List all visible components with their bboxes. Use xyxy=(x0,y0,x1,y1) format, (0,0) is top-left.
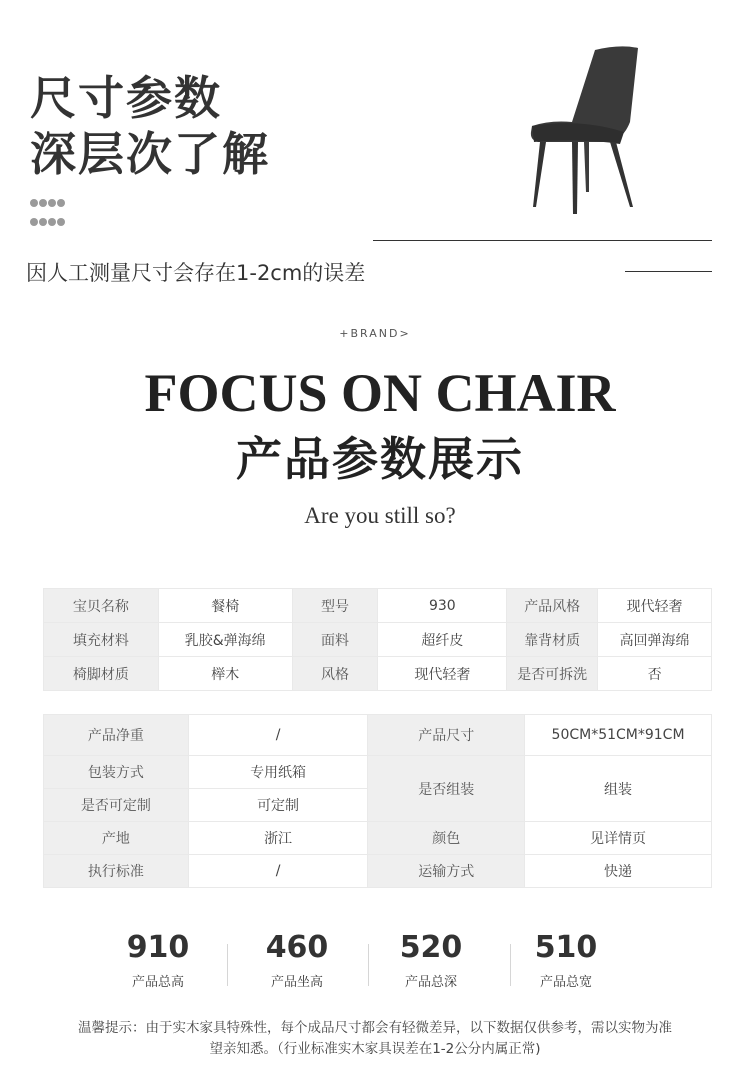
spec-label: 颜色 xyxy=(368,822,525,855)
spec-value: 乳胶&弹海绵 xyxy=(158,623,292,657)
spec-value: 否 xyxy=(598,657,712,691)
table-row xyxy=(44,623,712,657)
spec-label: 包装方式 xyxy=(44,756,189,789)
dimension-stat xyxy=(242,930,352,990)
spec-label: 产品风格 xyxy=(507,589,598,623)
spec-value: 餐椅 xyxy=(158,589,292,623)
spec-label: 产地 xyxy=(44,822,189,855)
spec-label: 是否可定制 xyxy=(44,789,189,822)
spec-label: 椅脚材质 xyxy=(44,657,159,691)
spec-value: 现代轻奢 xyxy=(378,657,507,691)
stat-divider xyxy=(368,944,369,986)
brand-tag: +BRAND> xyxy=(339,327,411,340)
chair-illustration xyxy=(520,42,650,222)
dimension-label: 产品总宽 xyxy=(539,975,592,990)
spec-label: 执行标准 xyxy=(44,855,189,888)
disclaimer xyxy=(30,1018,720,1060)
dimension-value: 520 xyxy=(399,930,463,965)
hero-title-line2: 深层次了解 xyxy=(30,127,270,181)
spec-label: 型号 xyxy=(292,589,378,623)
divider-line xyxy=(373,240,712,241)
spec-label: 是否组装 xyxy=(368,756,525,822)
table-row xyxy=(44,589,712,623)
spec-value: 超纤皮 xyxy=(378,623,507,657)
measurement-note: 因人工测量尺寸会存在1-2cm的误差 xyxy=(26,261,366,285)
hero-title-line1: 尺寸参数 xyxy=(30,71,222,125)
dimension-stat xyxy=(511,930,621,990)
table-row xyxy=(44,715,712,756)
dimension-stat xyxy=(376,930,486,990)
table-row xyxy=(44,822,712,855)
dimension-label: 产品总高 xyxy=(131,975,184,990)
table-row xyxy=(44,855,712,888)
spec-table-detail xyxy=(43,714,712,888)
brand-headline: FOCUS ON CHAIR xyxy=(144,363,616,423)
spec-value: / xyxy=(188,855,368,888)
spec-label: 宝贝名称 xyxy=(44,589,159,623)
dimension-label: 产品总深 xyxy=(404,975,457,990)
spec-value: 组装 xyxy=(525,756,712,822)
spec-value: 50CM*51CM*91CM xyxy=(525,715,712,756)
spec-value: 高回弹海绵 xyxy=(598,623,712,657)
dimension-stat xyxy=(103,930,213,990)
section-subtitle: Are you still so? xyxy=(304,503,456,528)
spec-value: 见详情页 xyxy=(525,822,712,855)
spec-value: 专用纸箱 xyxy=(188,756,368,789)
spec-label: 是否可拆洗 xyxy=(507,657,598,691)
spec-value: 930 xyxy=(378,589,507,623)
spec-value: / xyxy=(188,715,368,756)
table-row xyxy=(44,756,712,789)
spec-label: 填充材料 xyxy=(44,623,159,657)
spec-label: 运输方式 xyxy=(368,855,525,888)
spec-value: 快递 xyxy=(525,855,712,888)
table-row xyxy=(44,657,712,691)
spec-value: 可定制 xyxy=(188,789,368,822)
spec-label: 风格 xyxy=(292,657,378,691)
spec-value: 浙江 xyxy=(188,822,368,855)
dimension-label: 产品坐高 xyxy=(270,975,323,990)
spec-table-basic xyxy=(43,588,712,691)
dimension-value: 510 xyxy=(534,930,598,965)
spec-label: 面料 xyxy=(292,623,378,657)
spec-label: 产品净重 xyxy=(44,715,189,756)
divider-line-short xyxy=(625,271,712,272)
dimension-value: 460 xyxy=(265,930,329,965)
dimension-stats xyxy=(90,930,670,1000)
stat-divider xyxy=(227,944,228,986)
section-title: 产品参数展示 xyxy=(236,432,524,486)
disclaimer-line1: 温馨提示：由于实木家具特殊性，每个成品尺寸都会有轻微差异，以下数据仅供参考，需以实物为准 xyxy=(78,1020,672,1036)
disclaimer-line2: 望亲知悉。（行业标准实木家具误差在1-2公分内属正常) xyxy=(209,1041,541,1057)
spec-label: 产品尺寸 xyxy=(368,715,525,756)
decorative-dots xyxy=(30,193,70,231)
spec-value: 现代轻奢 xyxy=(598,589,712,623)
spec-value: 榉木 xyxy=(158,657,292,691)
hero-title xyxy=(30,70,270,182)
spec-label: 靠背材质 xyxy=(507,623,598,657)
dimension-value: 910 xyxy=(126,930,190,965)
